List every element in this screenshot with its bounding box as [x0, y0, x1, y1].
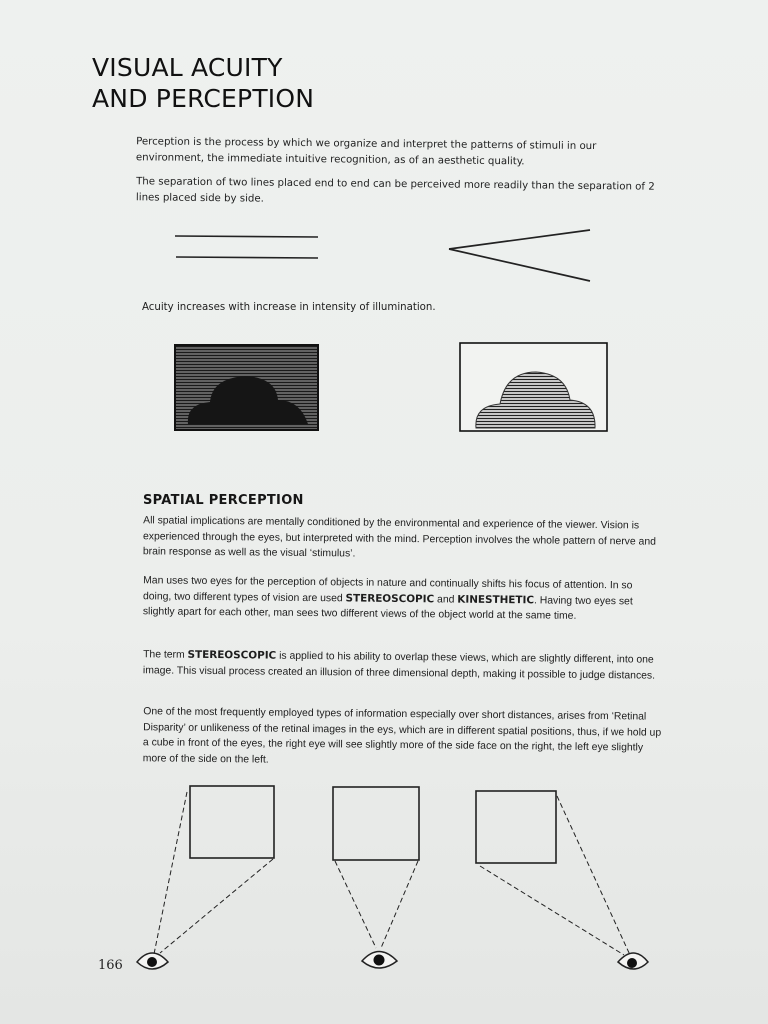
center-eye-view-diagram: [333, 787, 419, 968]
spatial-paragraph-1: All spatial implications are mentally conditioned by the environmental and experience of the viewer. Vision is experienced through the eyes, but interpreted with the mind. Perception involves the whole pattern of nerve and brain response as well as the visual ‘stimulus’.: [142, 515, 656, 560]
spatial-perception-heading: SPATIAL PERCEPTION: [143, 493, 304, 508]
left-eye-view-diagram: [137, 786, 274, 969]
page-number: 166: [98, 958, 123, 973]
line-separation-paragraph: The separation of two lines placed end to end can be perceived more readily than the separation of 2 lines placed side by side.: [135, 176, 655, 205]
acuity-illumination-paragraph: Acuity increases with increase in intensity of illumination.: [142, 302, 436, 313]
term-kinesthetic: KINESTHETIC: [457, 593, 535, 606]
eye-icon: [618, 953, 648, 969]
spatial-paragraph-3-text-a: The term: [143, 649, 188, 661]
eye-icon: [137, 953, 168, 969]
page-title-line-2: AND PERCEPTION: [92, 84, 315, 113]
right-eye-view-diagram: [476, 791, 648, 969]
spatial-paragraph-2-text-b: . Having two eyes set slightly apart for each other, man sees two different views of the object world at the same time.: [142, 594, 633, 622]
spatial-paragraph-4: One of the most frequently employed types of information especially over short distances, arises from ‘Retinal Disparity’ or unlikeness of the retinal images in the eys, which are in different spatial positions, thus, if we hold up a cube in front of the eyes, the right eye will see slightly more of the side face on the right, the left eye slightly more of the side on the left.: [142, 706, 662, 766]
perception-definition-paragraph: Perception is the process by which we organize and interpret the patterns of stimuli in our environment, the immediate intuitive recognition, as of an aesthetic quality.: [135, 136, 597, 167]
page-title-line-1: VISUAL ACUITY: [92, 53, 283, 82]
spatial-paragraph-2-and: and: [434, 593, 458, 606]
spatial-paragraph-3-text-b: is applied to his ability to overlap these views, which are slightly different, into one image. This visual process created an illusion of three dimensional depth, making it possible to judge distances.: [142, 650, 656, 682]
term-stereoscopic-2: STEREOSCOPIC: [187, 648, 277, 662]
eye-icon: [362, 952, 397, 969]
spatial-paragraph-2-text-a: Man uses two eyes for the perception of objects in nature and continually shifts his focus of attention. In so doing, two different types of vision are used: [142, 575, 633, 604]
term-stereoscopic: STEREOSCOPIC: [345, 591, 435, 605]
